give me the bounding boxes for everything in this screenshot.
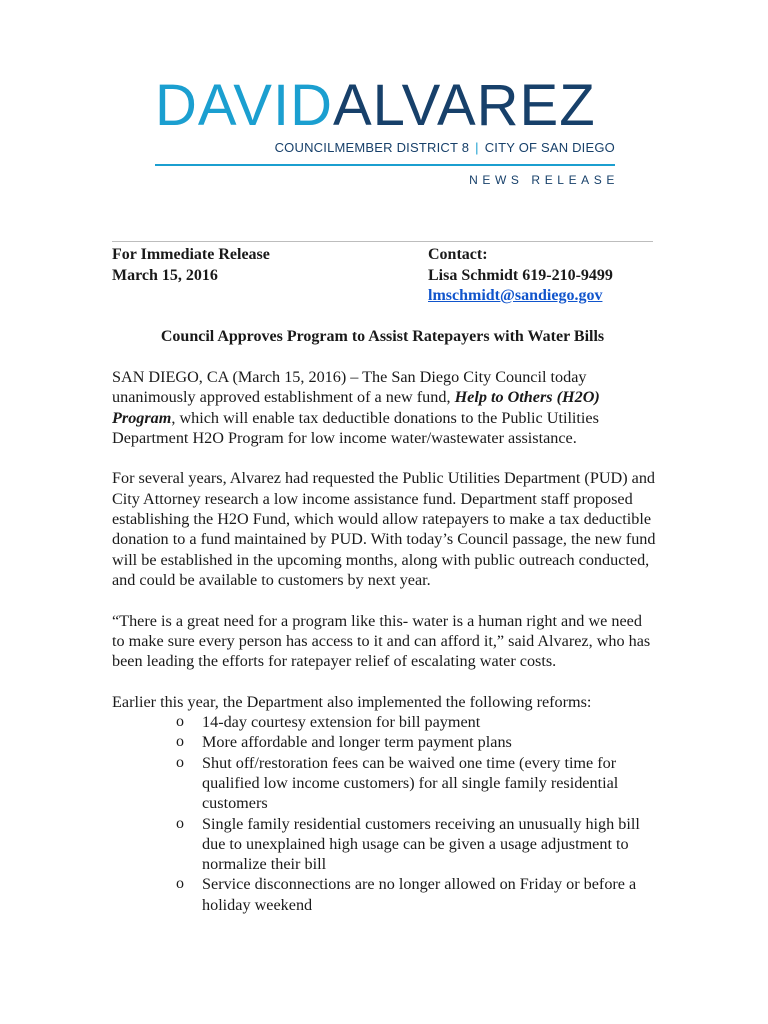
district-label: COUNCILMEMBER DISTRICT 8 [274,140,470,155]
paragraph-quote: “There is a great need for a program like this- water is a human right and we need to make sure every person has access to it and can afford it,” said Alvarez, who has been leading the efforts for ratepayer relief of escalating water costs. [112,611,651,671]
bullet-icon: o [176,733,184,751]
paragraph-background: For several years, Alvarez had requested the Public Utilities Department (PUD) and City Attorney research a low income assistance fund. Department staff proposed establishing the H2O Fund, which would allow ratepayers to make a tax deductible donation to a fund maintained by PUD. With today’s Council passage, the new fund will be established in the upcoming months, along with public outreach conducted, and could be available to customers by next year. [112,469,656,589]
bullet-icon: o [176,713,184,731]
release-body [112,367,657,915]
list-item [176,712,657,732]
intro-text-end: , which will enable tax deductible donations to the Public Utilities Department H2O Program for low income water/wastewater assistance. [112,408,599,447]
header-divider [112,241,653,242]
contact-label: Contact: [428,246,488,263]
city-label: CITY OF SAN DIEGO [484,140,615,155]
councilmember-logo [155,75,615,137]
contact-name-phone: Lisa Schmidt 619-210-9499 [428,266,613,284]
list-item [176,874,657,915]
paragraph-intro [112,367,657,448]
contact-info [428,245,613,307]
contact-email-link[interactable]: lmschmidt@sandiego.gov [428,287,603,304]
paragraph-reforms-intro: Earlier this year, the Department also implemented the following reforms: [112,692,592,711]
letterhead-rule [155,164,615,166]
list-item [176,814,657,875]
list-item-text: More affordable and longer term payment plans [202,733,512,752]
news-release-label: NEWS RELEASE [469,173,619,187]
list-item-text: Single family residential customers receiving an unusually high bill due to unexplained high usage can be given a usage adjustment to normalize their bill [202,814,640,874]
bullet-icon: o [176,875,184,893]
list-item [176,753,657,814]
intro-text-start: SAN DIEGO, CA (March 15, 2016) – The San Diego City Council today unanimously approved establishment of a new fund, [112,368,587,407]
reforms-list [112,712,657,915]
letterhead [155,73,619,187]
headline: Council Approves Program to Assist Ratepayers with Water Bills [160,328,605,345]
list-item [176,732,657,752]
program-name: Help to Others (H2O) Program [112,388,600,427]
bullet-icon: o [176,814,184,832]
list-item-text: Service disconnections are no longer allowed on Friday or before a holiday weekend [202,875,637,914]
list-item-text: Shut off/restoration fees can be waived one time (every time for qualified low income customers) for all single family residential customers [202,753,619,813]
logo-first-name: DAVID [155,73,333,138]
release-info [112,245,270,286]
bullet-icon: o [176,753,184,771]
release-label: For Immediate Release [112,246,270,263]
divider-bar: | [475,140,479,155]
list-item-text: 14-day courtesy extension for bill payment [202,713,481,732]
logo-last-name: ALVAREZ [332,73,596,138]
district-line [155,140,615,155]
release-date: March 15, 2016 [112,266,218,284]
